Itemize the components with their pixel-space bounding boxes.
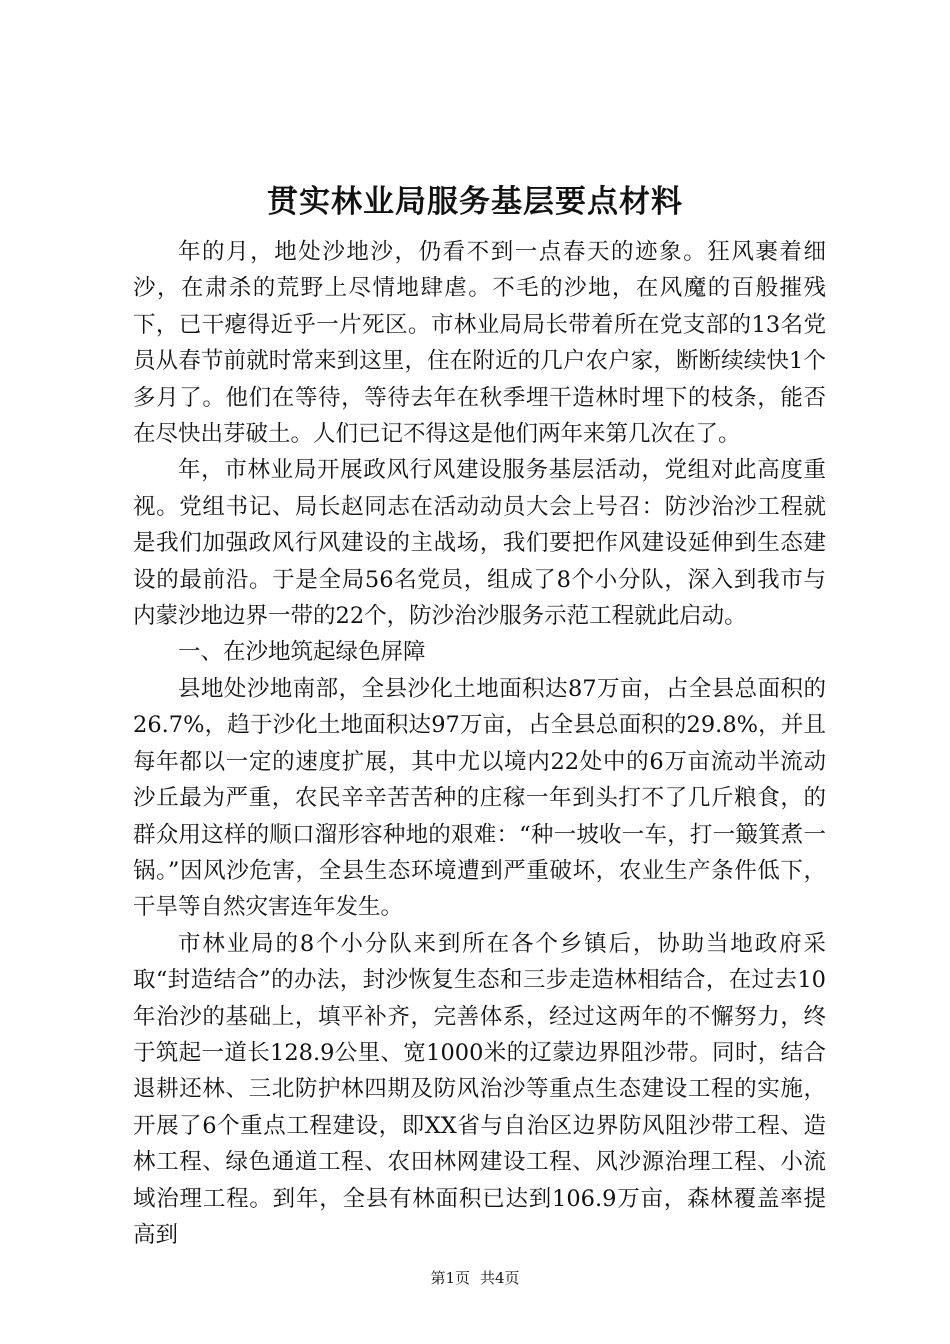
paragraph: 县地处沙地南部，全县沙化土地面积达87万亩，占全县总面积的26.7%，趋于沙化土地面积达97万亩，占全县总面积的29.8%，并且每年都以一定的速度扩展，其中尤以境内22处中的6万亩流动半流动沙丘最为严重，农民辛辛苦苦种的庄稼一年到头打不了几斤粮食，的群众用这样的顺口溜形容种地的艰难：“种一坡收一车，打一簸箕煮一锅。”因风沙危害，全县生态环境遭到严重破坏，农业生产条件低下，干旱等自然灾害连年发生。: [133, 675, 826, 921]
paragraph: 市林业局的8个小分队来到所在各个乡镇后，协助当地政府采取“封造结合”的办法，封沙恢复生态和三步走造林相结合，在过去10年治沙的基础上，填平补齐，完善体系，经过这两年的不懈努力，终于筑起一道长128.9公里、宽1000米的辽蒙边界阻沙带。同时，结合退耕还林、三北防护林四期及防风治沙等重点生态建设工程的实施，开展了6个重点工程建设，即XX省与自治区边界防风阻沙带工程、造林工程、绿色通道工程、农田林网建设工程、风沙源治理工程、小流域治理工程。到年，全县有林面积已达到106.9万亩，森林覆盖率提高到: [133, 930, 826, 1248]
page-total: 共4页: [480, 1269, 520, 1287]
page-footer: [0, 1268, 950, 1288]
document-title: 贯实林业局服务基层要点材料: [267, 184, 683, 220]
paragraph: 年，市林业局开展政风行风建设服务基层活动，党组对此高度重视。党组书记、局长赵同志在活动动员大会上号召：防沙治沙工程就是我们加强政风行风建设的主战场，我们要把作风建设延伸到生态建设的最前沿。于是全局56名党员，组成了8个小分队，深入到我市与内蒙沙地边界一带的22个，防沙治沙服务示范工程就此启动。: [133, 457, 826, 630]
page-number: 第1页: [430, 1269, 470, 1287]
document-body: [133, 234, 826, 1253]
section-heading: 一、在沙地筑起绿色屏障: [178, 639, 426, 666]
paragraph: 年的月，地处沙地沙，仍看不到一点春天的迹象。狂风裹着细沙，在肃杀的荒野上尽情地肆虐。不毛的沙地，在风魔的百般摧残下，已干瘪得近乎一片死区。市林业局局长带着所在党支部的13名党员从春节前就时常来到这里，住在附近的几户农户家，断断续续快1个多月了。他们在等待，等待去年在秋季埋干造林时埋下的枝条，能否在尽快出芽破土。人们已记不得这是他们两年来第几次在了。: [133, 239, 826, 448]
